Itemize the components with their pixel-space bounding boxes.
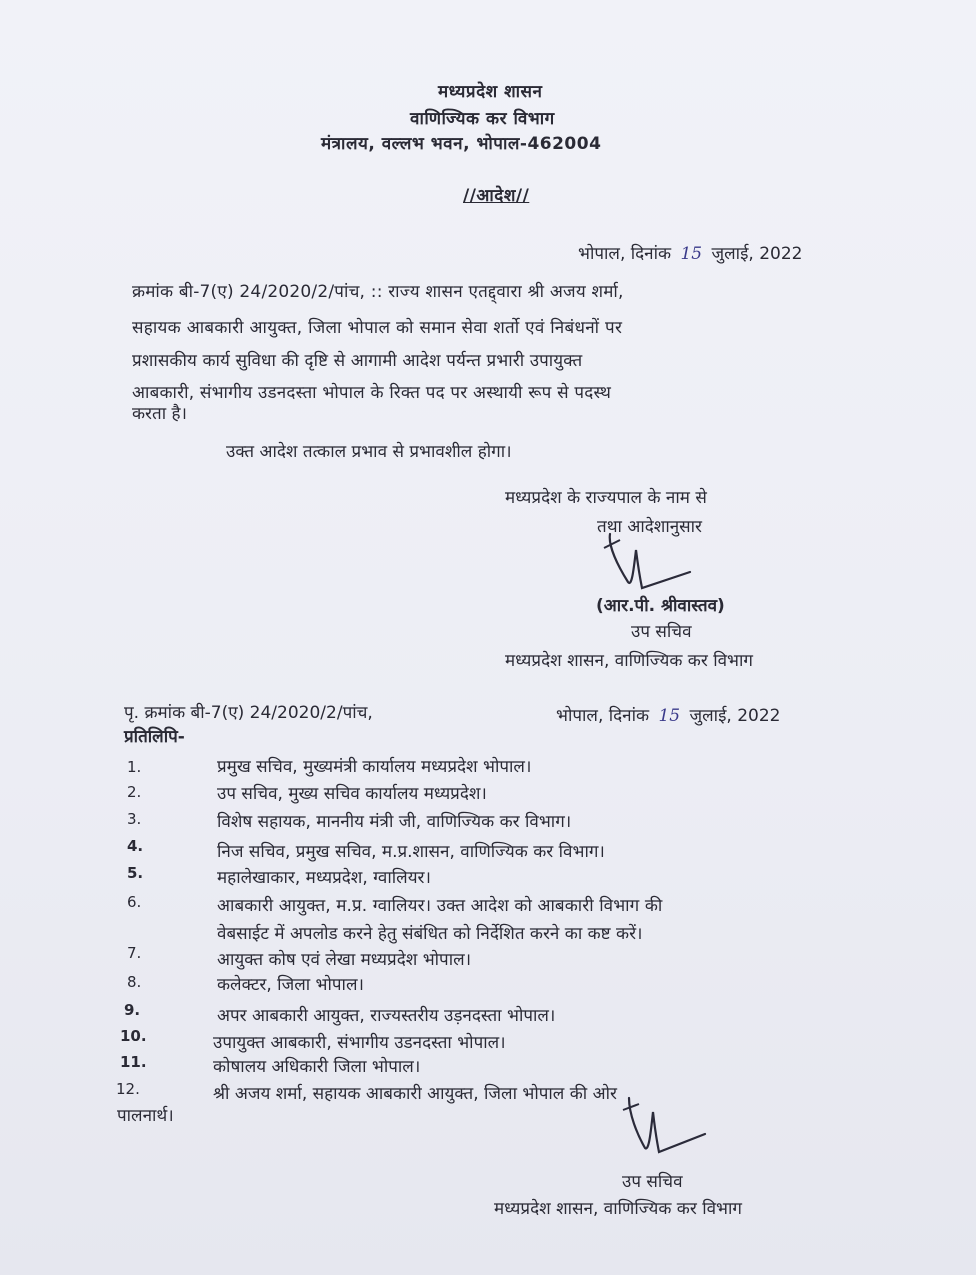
copy-item-text: आयुक्त कोष एवं लेखा मध्यप्रदेश भोपाल। [217,950,472,970]
signatory-name: (आर.पी. श्रीवास्तव) [596,596,725,616]
copy-ref-date [556,706,781,726]
copy-item-number: 1. [127,758,142,776]
authority-line-2: तथा आदेशानुसार [597,517,703,537]
header-government: मध्यप्रदेश शासन [438,82,543,102]
copy-item-text: कलेक्टर, जिला भोपाल। [217,975,364,995]
order-date-day: 15 [680,244,703,264]
signature-1 [590,526,710,596]
copy-item-text: महालेखाकार, मध्यप्रदेश, ग्वालियर। [217,868,431,888]
signatory-designation: उप सचिव [631,622,692,642]
copy-item-number: 9. [124,1001,141,1019]
order-date [578,244,803,264]
order-body-line-2: सहायक आबकारी आयुक्त, जिला भोपाल को समान सेवा शर्तो एवं निबंधनों पर [132,318,623,338]
copy-item-text: उपायुक्त आबकारी, संभागीय उडनदस्ता भोपाल। [213,1033,506,1053]
copy-item-text: विशेष सहायक, माननीय मंत्री जी, वाणिज्यिक कर विभाग। [217,812,572,832]
copy-item-number: 6. [127,893,142,911]
footer-designation: उप सचिव [622,1172,683,1192]
copy-item-number: 11. [120,1053,147,1071]
copy-item-text: प्रमुख सचिव, मुख्यमंत्री कार्यालय मध्यप्रदेश भोपाल। [217,757,532,777]
copy-item-text: आबकारी आयुक्त, म.प्र. ग्वालियर। उक्त आदेश को आबकारी विभाग की [217,896,663,916]
copy-item-number: 10. [120,1027,147,1045]
copy-ref-number: पृ. क्रमांक बी-7(ए) 24/2020/2/पांच, [124,703,373,723]
copy-item-number: 7. [127,944,142,962]
copy-heading: प्रतिलिपि- [124,727,185,747]
order-date-suffix: जुलाई, 2022 [711,244,803,264]
signature-2 [615,1090,715,1160]
copy-item-number: 12. [116,1080,140,1098]
header-department: वाणिज्यिक कर विभाग [410,109,555,129]
copy-item-number: 4. [127,837,144,855]
copy-item-number: 2. [127,783,142,801]
signatory-department: मध्यप्रदेश शासन, वाणिज्यिक कर विभाग [505,651,753,671]
order-body-line-1: क्रमांक बी-7(ए) 24/2020/2/पांच, :: राज्य शासन एतद्द्वारा श्री अजय शर्मा, [132,282,624,302]
copy-item-text-continued: वेबसाईट में अपलोड करने हेतु संबंधित को निर्देशित करने का कष्ट करें। [217,924,643,944]
order-body-line-4: आबकारी, संभागीय उडनदस्ता भोपाल के रिक्त पद पर अस्थायी रूप से पदस्थ [132,383,612,403]
copy-item-text: श्री अजय शर्मा, सहायक आबकारी आयुक्त, जिला भोपाल की ओर [213,1084,617,1104]
copy-item-number: 8. [127,973,142,991]
order-date-prefix: भोपाल, दिनांक [578,244,672,264]
copy-item-text: कोषालय अधिकारी जिला भोपाल। [213,1057,421,1077]
copy-item-text: अपर आबकारी आयुक्त, राज्यस्तरीय उड़नदस्ता भोपाल। [217,1006,556,1026]
order-body-line-3: प्रशासकीय कार्य सुविधा की दृष्टि से आगामी आदेश पर्यन्त प्रभारी उपायुक्त [132,351,583,371]
copy-item-text: उप सचिव, मुख्य सचिव कार्यालय मध्यप्रदेश। [217,784,487,804]
copy-item-number: 3. [127,810,142,828]
footer-department: मध्यप्रदेश शासन, वाणिज्यिक कर विभाग [494,1199,742,1219]
authority-line-1: मध्यप्रदेश के राज्यपाल के नाम से [505,488,707,508]
copy-item-text: निज सचिव, प्रमुख सचिव, म.प्र.शासन, वाणिज्यिक कर विभाग। [217,842,605,862]
copy-ref-date-day: 15 [658,706,681,726]
header-address: मंत्रालय, वल्लभ भवन, भोपाल-462004 [321,134,602,154]
copy-item-text-continued: पालनार्थ। [117,1106,174,1126]
copy-ref-date-suffix: जुलाई, 2022 [689,706,781,726]
copy-item-number: 5. [127,864,144,882]
order-title: //आदेश// [463,186,530,206]
copy-ref-date-prefix: भोपाल, दिनांक [556,706,650,726]
order-body-line-5: करता है। [132,404,187,424]
order-effect: उक्त आदेश तत्काल प्रभाव से प्रभावशील होगा। [226,442,512,462]
